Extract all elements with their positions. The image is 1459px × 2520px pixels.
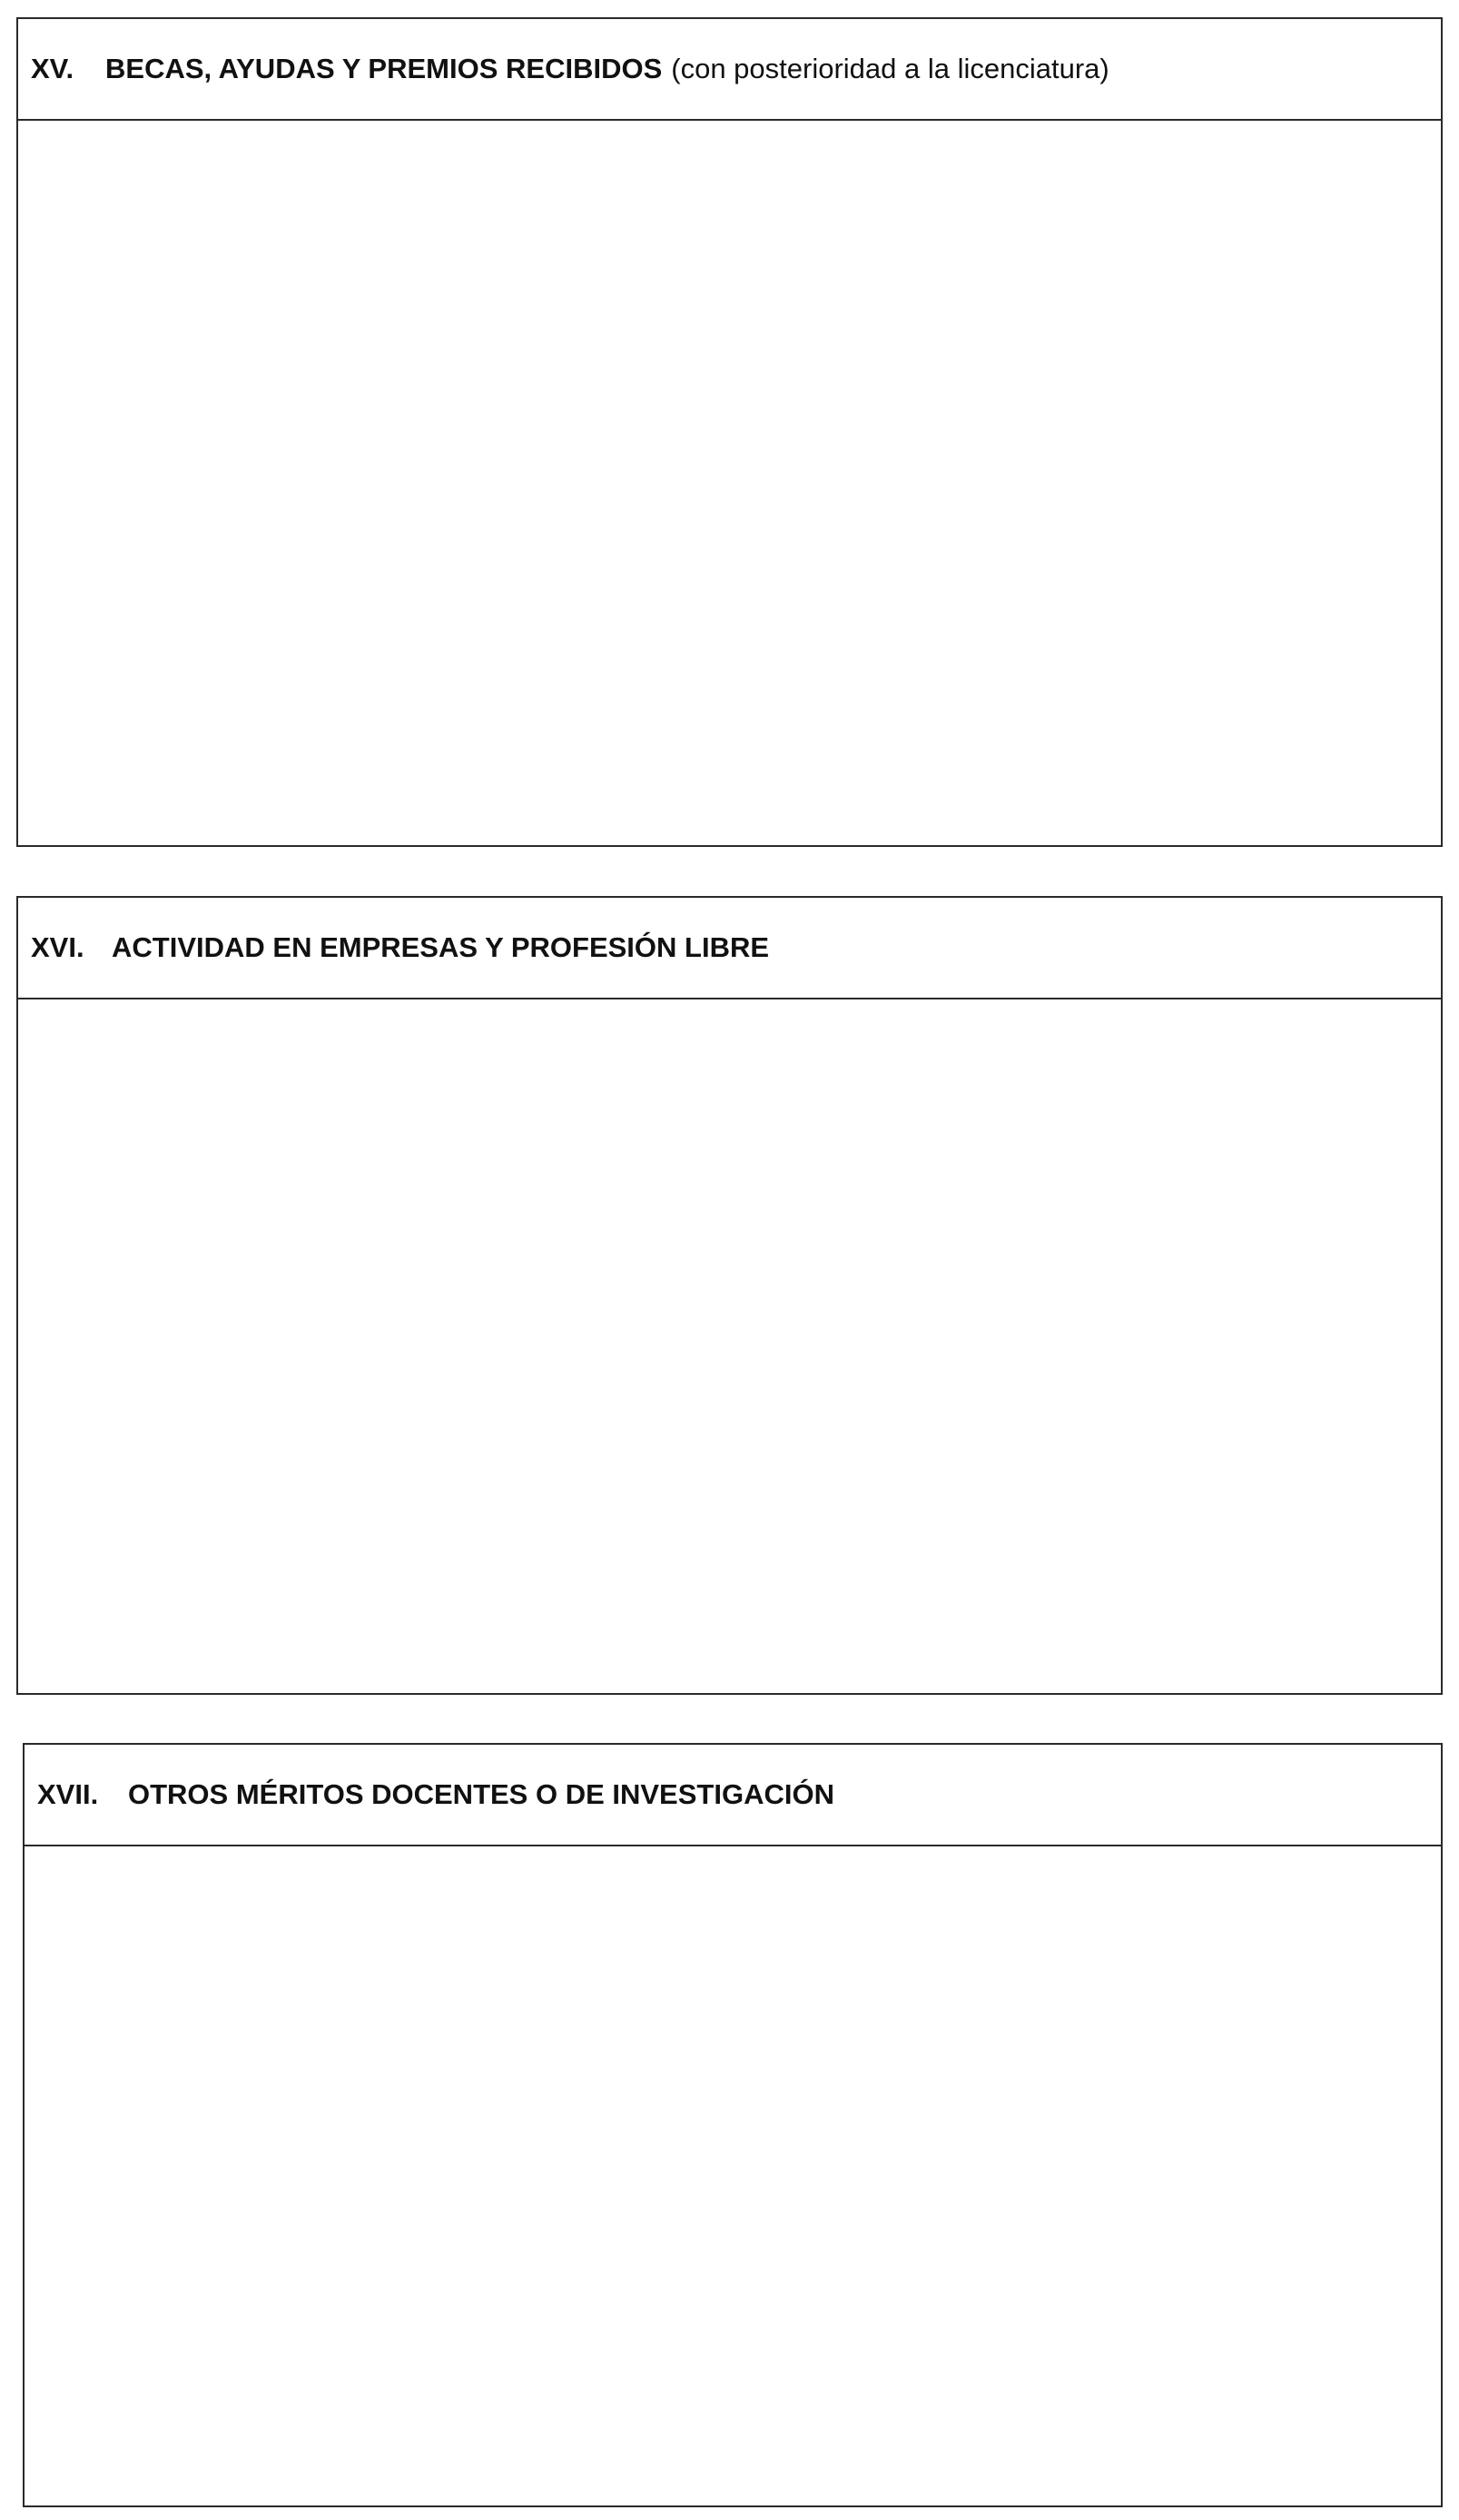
section-header bbox=[25, 1745, 1441, 1846]
section-content-area[interactable] bbox=[25, 1846, 1441, 2505]
section-content-area[interactable] bbox=[18, 121, 1441, 845]
section-otros-meritos bbox=[23, 1743, 1443, 2507]
section-title: ACTIVIDAD EN EMPRESAS Y PROFESIÓN LIBRE bbox=[112, 931, 770, 963]
section-title: OTROS MÉRITOS DOCENTES O DE INVESTIGACIÓN bbox=[128, 1778, 834, 1810]
section-note: (con posterioridad a la licenciatura) bbox=[671, 53, 1109, 84]
section-number: XVII. bbox=[37, 1778, 99, 1810]
section-header bbox=[18, 898, 1441, 999]
section-content-area[interactable] bbox=[18, 999, 1441, 1693]
section-number: XVI. bbox=[31, 931, 84, 963]
section-title: BECAS, AYUDAS Y PREMIOS RECIBIDOS bbox=[105, 53, 663, 84]
section-number: XV. bbox=[31, 53, 74, 84]
section-becas-ayudas-premios bbox=[16, 17, 1443, 847]
section-header bbox=[18, 19, 1441, 121]
section-actividad-empresas bbox=[16, 896, 1443, 1695]
